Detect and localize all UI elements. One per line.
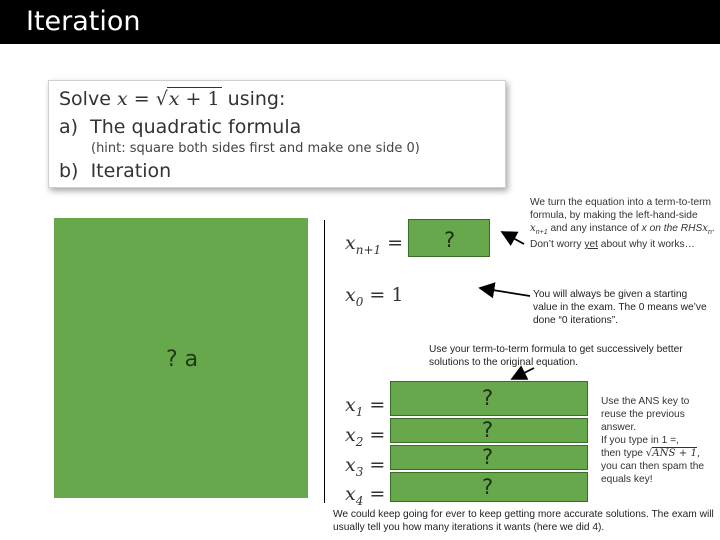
x0-value: 1 — [391, 284, 404, 306]
arrow-to-iterations — [512, 368, 534, 379]
iterations-note: We could keep going for ever to keep getting more accurate solutions. The exam will usually tell you how many iterations it wants (here we did 4). — [333, 509, 714, 534]
using-word: using: — [227, 88, 286, 110]
x0-equation: $x_0 = 1$ — [345, 284, 404, 309]
x1-label: $x_1$ = — [345, 394, 386, 419]
recurrence-explanation-note: We turn the equation into a term-to-term formula, by making the left-hand-side $x_{n+1}$ and any instance of x on the RHSx$_n$. Don’t worry yet about why it works… — [530, 197, 715, 251]
recurrence-lhs: $x_{n+1}$ = — [345, 232, 404, 257]
sqrt-radicand: x + 1 — [168, 88, 220, 110]
x3-label: $x_3$ = — [345, 454, 386, 479]
x2-placeholder: ? — [482, 418, 494, 442]
answer-panel-label: ? a — [166, 347, 199, 372]
x4-label: $x_4$ = — [345, 483, 386, 508]
ans-key-note: Use the ANS key to reuse the previous answer. If you type in 1 =, then type √ANS + 1, you can then spam the equals key! — [601, 396, 705, 486]
solve-word: Solve — [59, 88, 111, 110]
arrow-to-recurrence — [502, 232, 524, 244]
slide-title: Iteration — [26, 6, 141, 37]
problem-solve-line: Solve x = √x + 1 using: — [59, 88, 286, 110]
term-to-term-note: Use your term-to-term formula to get successively better solutions to the original equation. — [429, 344, 683, 369]
equation-lhs: x — [116, 88, 128, 110]
x1-placeholder: ? — [482, 386, 494, 410]
recurrence-placeholder: ? — [444, 228, 456, 252]
x3-placeholder: ? — [482, 445, 494, 469]
problem-hint: (hint: square both sides first and make one side 0) — [91, 141, 420, 156]
problem-part-a: a) The quadratic formula — [59, 116, 302, 138]
sqrt-symbol: √ — [155, 88, 168, 110]
x2-label: $x_2$ = — [345, 424, 386, 449]
arrow-to-start-value — [480, 288, 530, 296]
problem-part-b: b) Iteration — [59, 160, 172, 182]
x4-placeholder: ? — [482, 475, 494, 499]
starting-value-note: You will always be given a starting value in the exam. The 0 means we’ve done “0 iterations”. — [533, 289, 707, 327]
